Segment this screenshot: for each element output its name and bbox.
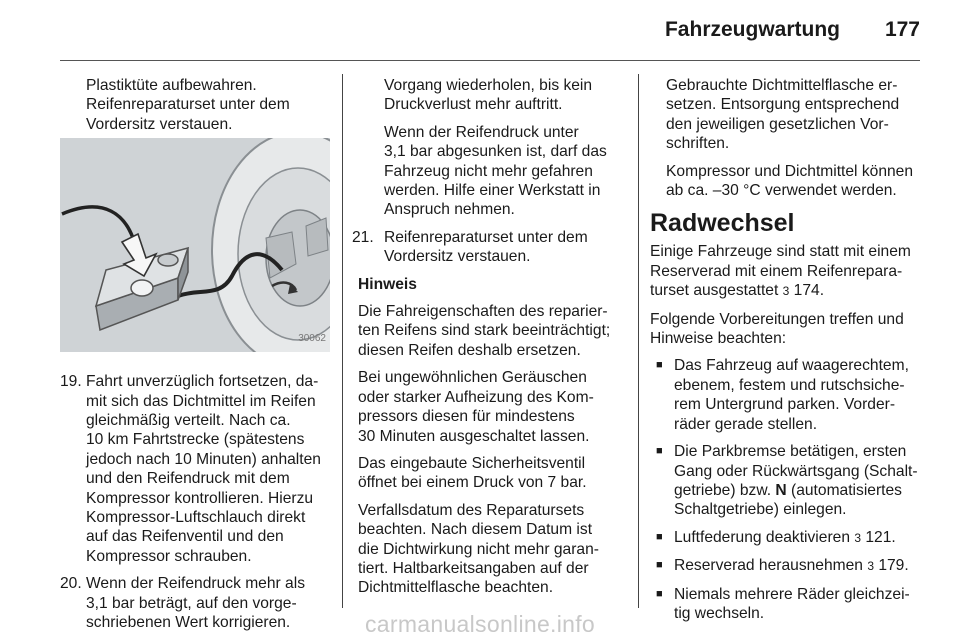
note-title: Hinweis	[358, 275, 417, 293]
text-line: ebenem, festem und rutschsiche-	[674, 376, 905, 394]
text-line: jedoch nach 10 Minuten) anhalten	[86, 450, 321, 468]
bullet-square-icon: ■	[656, 587, 663, 600]
text-line: 3,1 bar beträgt, auf den vorge-	[86, 594, 297, 612]
paragraph	[358, 302, 624, 360]
bullet-square-icon: ■	[656, 559, 663, 572]
text-line: Kompressor schrauben.	[86, 547, 252, 565]
bullet-item	[650, 356, 920, 434]
column-1	[60, 76, 332, 641]
paragraph	[358, 454, 624, 493]
text-line: Schaltgetriebe) einlegen.	[674, 501, 847, 519]
paragraph	[666, 76, 920, 154]
paragraph	[384, 76, 624, 115]
text-line: öffnet bei einem Druck von 7 bar.	[358, 474, 587, 492]
header-rule	[60, 60, 920, 61]
step-19	[60, 372, 332, 566]
step-text	[384, 228, 624, 267]
paragraph	[650, 310, 920, 349]
paragraph	[358, 368, 624, 446]
text-line: den jeweiligen gesetzlichen Vor-	[666, 115, 889, 133]
text-line: Kompressor und Dichtmittel können	[666, 162, 914, 180]
text-line: Druckverlust mehr auftritt.	[384, 96, 563, 114]
text-line: räder gerade stellen.	[674, 415, 818, 433]
page-reference[interactable]: 174.	[793, 282, 825, 300]
text-line: ten Reifens sind stark beeinträchtigt;	[358, 322, 611, 340]
text-line: Fahrt unverzüglich fortsetzen, da-	[86, 373, 319, 391]
step-20-continued	[358, 76, 624, 220]
text-line: Wenn der Reifendruck mehr als	[86, 575, 305, 593]
text-line: Verfallsdatum des Reparatursets	[358, 501, 585, 519]
text-line: tiert. Haltbarkeitsangaben auf der	[358, 559, 589, 577]
bullet-item	[650, 556, 920, 576]
bullet-square-icon: ■	[656, 530, 663, 543]
paragraph	[666, 162, 920, 201]
page-reference-icon: 3	[782, 284, 790, 299]
paragraph	[384, 123, 624, 220]
text-line: Reifenreparaturset unter dem	[384, 228, 588, 246]
section-heading: Radwechsel	[650, 209, 795, 238]
text-line: tig wechseln.	[674, 604, 765, 622]
text-line: Das Fahrzeug auf waagerechtem,	[674, 357, 909, 375]
text-line: pressors diesen für mindestens	[358, 408, 575, 426]
text-line: Plastiktüte aufbewahren.	[86, 77, 257, 94]
text-line: werden. Hilfe einer Werkstatt in	[384, 182, 601, 200]
step-number: 19.	[60, 373, 82, 391]
text-line: und den Reifendruck mit dem	[86, 470, 290, 488]
text-line: Niemals mehrere Räder gleichzei-	[674, 585, 910, 603]
bullet-square-icon: ■	[656, 445, 663, 458]
text-line: beachten. Nach diesem Datum ist	[358, 521, 593, 539]
bullet-text	[674, 442, 920, 520]
step-number: 20.	[60, 575, 82, 593]
text-line: Gebrauchte Dichtmittelflasche er-	[666, 77, 898, 94]
text-line: gleichmäßig verteilt. Nach ca.	[86, 412, 291, 430]
step-number: 21.	[352, 228, 374, 246]
text-line: Die Parkbremse betätigen, ersten	[674, 443, 907, 461]
column-3	[650, 76, 920, 631]
compressor-figure	[60, 138, 330, 352]
step-text	[86, 372, 332, 566]
text-line: mit sich das Dichtmittel im Reifen	[86, 392, 316, 410]
column-divider-2	[638, 74, 639, 608]
text-line: Vordersitz verstauen.	[384, 248, 531, 266]
text-line: Einige Fahrzeuge sind statt mit einem	[650, 243, 911, 261]
text-line: 3,1 bar abgesunken ist, darf das	[384, 143, 607, 161]
text-line: diesen Reifen deshalb ersetzen.	[358, 341, 581, 359]
text-line: schriften.	[666, 135, 730, 153]
bullet-text	[674, 356, 920, 434]
text-line: oder starker Aufheizung des Kom-	[358, 388, 594, 406]
text-line: Hinweise beachten:	[650, 330, 787, 348]
text-line: turset ausgestattet	[650, 282, 779, 300]
page-number: 177	[884, 18, 920, 41]
text-line: Fahrzeug nicht mehr gefahren	[384, 162, 593, 180]
text-line: Kompressor kontrollieren. Hierzu	[86, 489, 314, 507]
note-box	[358, 275, 624, 598]
figure-id: 30062	[298, 332, 326, 344]
text-line: schriebenen Wert korrigieren.	[86, 614, 291, 632]
tire-compressor-illustration-icon	[60, 138, 330, 352]
text-line: Vordersitz verstauen.	[86, 115, 233, 133]
text-line: Dichtmittelflasche beachten.	[358, 579, 554, 597]
text-line: Gang oder Rückwärtsgang (Schalt-	[674, 462, 918, 480]
text-line: Anspruch nehmen.	[384, 201, 515, 219]
text-line: Folgende Vorbereitungen treffen und	[650, 310, 904, 328]
text-line: Das eingebaute Sicherheitsventil	[358, 454, 586, 472]
running-title: Fahrzeugwartung	[664, 18, 840, 41]
text-line: Wenn der Reifendruck unter	[384, 123, 579, 141]
column-2	[352, 76, 624, 606]
bullet-item	[650, 442, 920, 520]
page-reference[interactable]: 121.	[861, 528, 896, 546]
gear-n-label: N	[775, 481, 787, 499]
text-line: auf das Reifenventil und den	[86, 528, 284, 546]
text-line: ab ca. –30 °C verwendet werden.	[666, 182, 897, 200]
column-divider-1	[342, 74, 343, 608]
text-line: getriebe) bzw. N (automatisiertes	[674, 481, 902, 499]
bullet-square-icon: ■	[656, 359, 663, 372]
step-21	[352, 228, 624, 267]
text-line: Vorgang wiederholen, bis kein	[384, 77, 593, 94]
bullet-text: Luftfederung deaktivieren 3 121.	[674, 528, 896, 546]
text-line: rem Untergrund parken. Vorder-	[674, 396, 896, 414]
page-reference-icon: 3	[867, 559, 874, 574]
watermark: carmanualsonline.info	[364, 611, 596, 637]
intro-paragraph	[60, 76, 332, 134]
text-line: Kompressor-Luftschlauch direkt	[86, 509, 306, 527]
text-line: setzen. Entsorgung entsprechend	[666, 96, 900, 114]
text-line: Bei ungewöhnlichen Geräuschen	[358, 369, 587, 387]
paragraph	[650, 242, 920, 301]
text-line: die Dichtwirkung nicht mehr garan-	[358, 540, 599, 558]
text-line: Reserverad mit einem Reifenrepara-	[650, 262, 903, 280]
text-line: Reifenreparaturset unter dem	[86, 96, 290, 114]
note-continued	[650, 76, 920, 200]
bullet-text: Reserverad herausnehmen 3 179.	[674, 557, 909, 575]
text-line: 10 km Fahrtstrecke (spätestens	[86, 431, 305, 449]
bullet-item	[650, 528, 920, 548]
paragraph	[358, 501, 624, 598]
page-reference[interactable]: 179.	[874, 557, 909, 575]
page-reference-icon: 3	[854, 530, 862, 545]
text-line: 30 Minuten ausgeschaltet lassen.	[358, 427, 590, 445]
text-line: Die Fahreigenschaften des reparier-	[358, 303, 608, 321]
page-header	[60, 0, 920, 62]
